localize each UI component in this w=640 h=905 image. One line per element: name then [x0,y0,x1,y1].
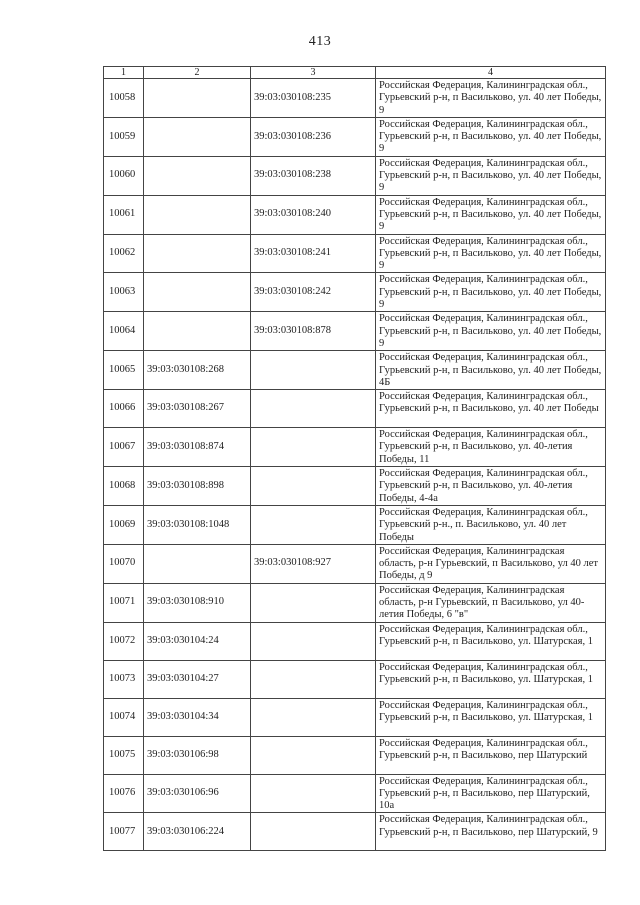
table-row [104,79,606,118]
address-cell: Российская Федерация, Калининградская обл., Гурьевский р-н, п Васильково, ул. 40 лет Победы, 9 [376,117,606,156]
row-number: 10071 [104,583,144,622]
cadastral-number-col3 [251,736,376,774]
cadastral-number-col3: 39:03:030108:236 [251,117,376,156]
cadastral-number-col2: 39:03:030106:96 [144,774,251,813]
cadastral-number-col3 [251,583,376,622]
row-number: 10073 [104,660,144,698]
cadastral-number-col2: 39:03:030106:98 [144,736,251,774]
cadastral-number-col2: 39:03:030106:224 [144,813,251,851]
column-header-3: 3 [251,67,376,79]
row-number: 10072 [104,622,144,660]
row-number: 10059 [104,117,144,156]
cadastral-number-col2 [144,156,251,195]
table-row [104,544,606,583]
row-number: 10065 [104,351,144,390]
cadastral-number-col2: 39:03:030108:1048 [144,505,251,544]
address-cell: Российская Федерация, Калининградская обл., Гурьевский р-н, п Васильково, ул. 40 лет Победы, 9 [376,156,606,195]
cadastral-number-col3 [251,351,376,390]
cadastral-number-col2: 39:03:030108:268 [144,351,251,390]
row-number: 10061 [104,195,144,234]
cadastral-number-col2: 39:03:030108:910 [144,583,251,622]
cadastral-number-col2 [144,234,251,273]
row-number: 10075 [104,736,144,774]
address-cell: Российская Федерация, Калининградская обл., Гурьевский р-н, п Васильково, ул. Шатурская, 1 [376,698,606,736]
address-cell: Российская Федерация, Калининградская обл., Гурьевский р-н, п Васильково, ул. 40 лет Победы [376,390,606,428]
table-row [104,698,606,736]
row-number: 10077 [104,813,144,851]
cadastral-number-col3 [251,622,376,660]
cadastral-number-col3: 39:03:030108:242 [251,273,376,312]
cadastral-number-col3: 39:03:030108:927 [251,544,376,583]
address-cell: Российская Федерация, Калининградская обл., Гурьевский р-н, п Васильково, ул. Шатурская, 1 [376,660,606,698]
table-row [104,156,606,195]
cadastral-number-col3: 39:03:030108:238 [251,156,376,195]
column-header-4: 4 [376,67,606,79]
table-row [104,813,606,851]
address-cell: Российская Федерация, Калининградская обл., Гурьевский р-н, п Васильково, ул. Шатурская, 1 [376,622,606,660]
address-cell: Российская Федерация, Калининградская обл., Гурьевский р-н, п Васильково, ул. 40 лет Победы, 9 [376,195,606,234]
cadastral-number-col2: 39:03:030104:27 [144,660,251,698]
page-number: 413 [308,34,332,49]
table-row [104,774,606,813]
row-number: 10067 [104,428,144,467]
address-cell: Российская Федерация, Калининградская обл., Гурьевский р-н., п. Васильково, ул. 40 лет Победы [376,505,606,544]
row-number: 10066 [104,390,144,428]
registry-table [103,66,606,851]
cadastral-number-col3 [251,467,376,506]
column-header-2: 2 [144,67,251,79]
header-row [104,67,606,79]
cadastral-number-col2 [144,117,251,156]
row-number: 10064 [104,312,144,351]
row-number: 10070 [104,544,144,583]
address-cell: Российская Федерация, Калининградская область, р-н Гурьевский, п Васильково, ул 40-летия Победы, 6 "в" [376,583,606,622]
table-row [104,660,606,698]
address-cell: Российская Федерация, Калининградская обл., Гурьевский р-н, п Васильково, пер Шатурский, 9 [376,813,606,851]
row-number: 10060 [104,156,144,195]
table-row [104,390,606,428]
row-number: 10069 [104,505,144,544]
cadastral-number-col3 [251,774,376,813]
cadastral-number-col2: 39:03:030104:34 [144,698,251,736]
cadastral-number-col3 [251,698,376,736]
table-row [104,234,606,273]
row-number: 10062 [104,234,144,273]
table-row [104,273,606,312]
table-row [104,312,606,351]
cadastral-number-col2 [144,312,251,351]
table-row [104,583,606,622]
table-row [104,505,606,544]
cadastral-number-col2: 39:03:030104:24 [144,622,251,660]
cadastral-number-col2: 39:03:030108:874 [144,428,251,467]
table-row [104,117,606,156]
address-cell: Российская Федерация, Калининградская обл., Гурьевский р-н, п Васильково, ул. 40-летия Победы, 4-4а [376,467,606,506]
table-row [104,622,606,660]
address-cell: Российская Федерация, Калининградская обл., Гурьевский р-н, п Васильково, пер Шатурский, 10а [376,774,606,813]
cadastral-number-col2 [144,195,251,234]
address-cell: Российская Федерация, Калининградская обл., Гурьевский р-н, п Васильково, пер Шатурский [376,736,606,774]
row-number: 10074 [104,698,144,736]
address-cell: Российская Федерация, Калининградская обл., Гурьевский р-н, п Васильково, ул. 40 лет Победы, 9 [376,273,606,312]
address-cell: Российская Федерация, Калининградская обл., Гурьевский р-н, п Васильково, ул. 40 лет Победы, 9 [376,234,606,273]
cadastral-number-col2: 39:03:030108:898 [144,467,251,506]
address-cell: Российская Федерация, Калининградская область, р-н Гурьевский, п Васильково, ул 40 лет Победы, д 9 [376,544,606,583]
cadastral-number-col2 [144,79,251,118]
cadastral-number-col2 [144,544,251,583]
cadastral-number-col3 [251,505,376,544]
cadastral-number-col2 [144,273,251,312]
cadastral-number-col3 [251,428,376,467]
table-body [104,79,606,851]
row-number: 10063 [104,273,144,312]
row-number: 10076 [104,774,144,813]
cadastral-number-col3 [251,813,376,851]
table-row [104,195,606,234]
cadastral-number-col3: 39:03:030108:241 [251,234,376,273]
cadastral-number-col3: 39:03:030108:240 [251,195,376,234]
address-cell: Российская Федерация, Калининградская обл., Гурьевский р-н, п Васильково, ул. 40 лет Победы, 4Б [376,351,606,390]
address-cell: Российская Федерация, Калининградская обл., Гурьевский р-н, п Васильково, ул. 40-летия Победы, 11 [376,428,606,467]
column-header-1: 1 [104,67,144,79]
row-number: 10058 [104,79,144,118]
cadastral-number-col3: 39:03:030108:235 [251,79,376,118]
table-row [104,467,606,506]
cadastral-number-col3: 39:03:030108:878 [251,312,376,351]
table-row [104,351,606,390]
address-cell: Российская Федерация, Калининградская обл., Гурьевский р-н, п Васильково, ул. 40 лет Победы, 9 [376,312,606,351]
row-number: 10068 [104,467,144,506]
cadastral-number-col3 [251,660,376,698]
table-row [104,736,606,774]
table-row [104,428,606,467]
address-cell: Российская Федерация, Калининградская обл., Гурьевский р-н, п Васильково, ул. 40 лет Победы, 9 [376,79,606,118]
cadastral-number-col3 [251,390,376,428]
cadastral-number-col2: 39:03:030108:267 [144,390,251,428]
